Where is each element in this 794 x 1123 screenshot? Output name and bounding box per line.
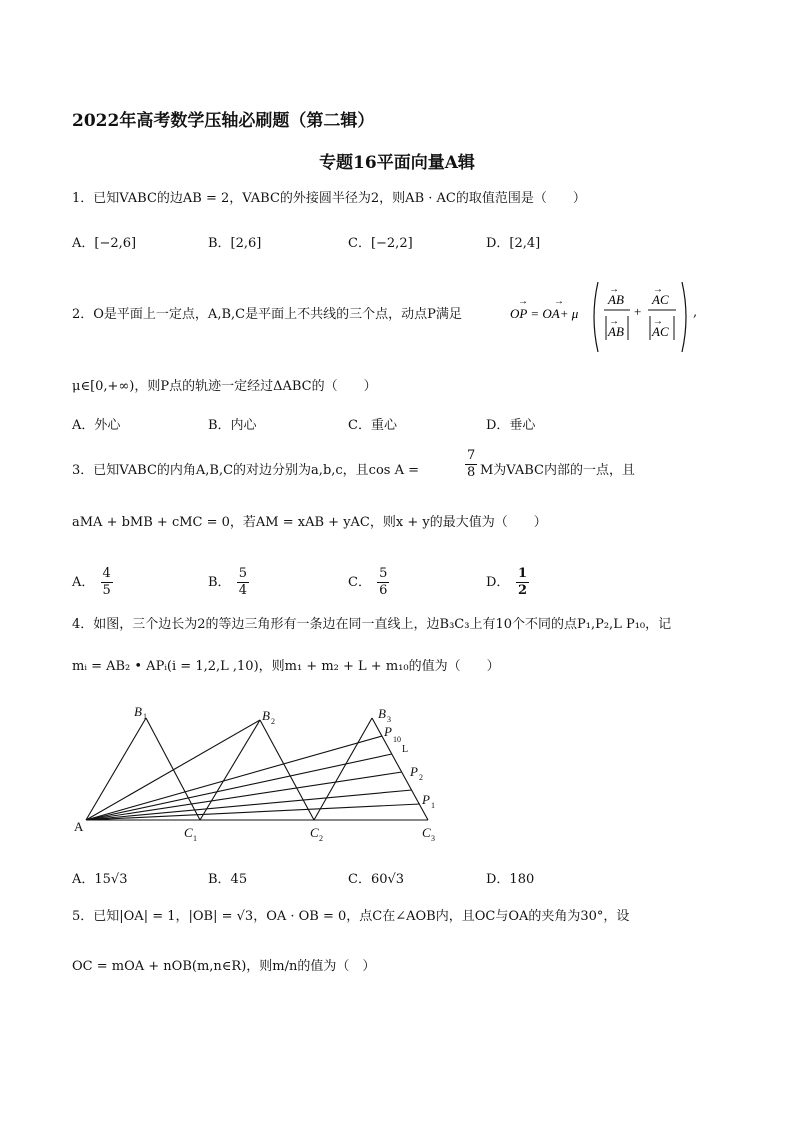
q3-option-d-label: D． [486,575,510,590]
question-1-stem: 1．已知VABC的边AB = 2，VABC的外接圆半径为2，则AB · AC的取值范围是（ ） [72,191,586,206]
label-b2-sub: 2 [271,717,275,726]
q3-option-c [348,566,391,599]
svg-text:AB: AB [608,292,624,307]
q3-option-c-num: 5 [379,566,388,581]
paper-title: 2022年高考数学压轴必刷题（第二辑） [72,111,375,131]
q3-cos-numerator: 7 [467,448,476,463]
label-p1: P [422,792,430,807]
q4-option-a: A．15√3 [72,872,128,887]
label-b1: B [134,704,142,719]
svg-text:→: → [653,316,663,327]
svg-text:→: → [554,296,564,307]
q3-option-b-num: 5 [238,566,247,581]
q3-option-a-label: A． [72,575,95,590]
q4-option-b: B．45 [208,872,248,887]
q4-triangle-figure [70,700,450,850]
question-2-stem-part1: 2．O是平面上一定点，A,B,C是平面上不共线的三个点，动点P满足 [72,307,462,322]
ray-a-p-mid [86,790,412,820]
label-a: A [74,819,84,834]
q2-option-d: D．垂心 [486,418,536,433]
q3-option-a [72,566,115,599]
svg-text:AC: AC [652,324,669,339]
q1-option-b: B．[2,6] [208,236,262,251]
edge-b2-c2 [260,720,314,820]
ray-a-l [86,754,392,820]
label-b3: B [378,706,386,721]
label-c1: C [184,825,193,840]
svg-text:OP = OA+ μ: OP = OA+ μ [510,306,579,321]
q3-option-c-den: 6 [379,583,388,598]
question-5-stem-part1: 5．已知|OA| = 1，|OB| = √3，OA · OB = 0，点C在∠AOB内，且OC与OA的夹角为30°，设 [72,909,630,924]
svg-text:+: + [634,304,642,319]
svg-text:→: → [518,296,528,307]
label-ellipsis: L [402,744,409,755]
q2-comma: , [693,305,698,320]
q1-option-c: C．[−2,2] [348,236,413,251]
q3-option-b-label: B． [208,575,231,590]
label-b1-sub: 1 [143,712,147,721]
svg-text:AB: AB [608,324,624,339]
q2-formula-svg [510,276,690,358]
label-c3: C [422,825,431,840]
label-b3-sub: 3 [387,715,391,724]
q3-cos-denominator: 8 [467,465,476,480]
q2-option-b: B．内心 [208,418,257,433]
question-2-stem-part2: μ∈[0,+∞)，则P点的轨迹一定经过ΔABC的（ ） [72,379,377,394]
q2-option-c: C．重心 [348,418,397,433]
label-p2: P [410,764,418,779]
label-c3-sub: 3 [431,834,435,843]
question-3-stem-part1b: M为VABC内部的一点，且 [480,463,635,478]
label-p10-sub: 10 [393,735,401,744]
label-c2-sub: 2 [319,834,323,843]
ray-a-b2 [86,720,260,820]
label-p10: P [384,724,392,739]
q3-option-b [208,566,251,599]
question-3-stem-part1: 3．已知VABC的内角A,B,C的对边分别为a,b,c，且cos A = [72,463,420,478]
label-p2-sub: 2 [419,773,423,782]
q2-option-a: A．外心 [72,418,121,433]
q3-cos-fraction [463,448,479,481]
q3-option-d-num: 1 [517,566,528,581]
q3-option-c-label: C． [348,575,371,590]
q3-option-b-den: 4 [238,583,247,598]
question-5-stem-part2: OC = mOA + nOB(m,n∈R)，则m/n的值为（ ） [72,959,376,974]
svg-text:→: → [609,316,619,327]
q3-option-d [486,566,531,599]
q4-option-c: C．60√3 [348,872,405,887]
svg-text:→: → [609,284,619,295]
q2-formula-image [510,276,690,358]
edge-b1-c1 [146,718,200,820]
edge-a-b1 [86,718,146,820]
q3-option-a-den: 5 [102,583,111,598]
svg-text:AC: AC [652,292,669,307]
q3-option-d-den: 2 [517,583,528,598]
q2-formula-text [510,276,511,277]
paper-subtitle: 专题16平面向量A辑 [319,153,475,173]
label-p1-sub: 1 [431,801,435,810]
question-4-stem-part2: mᵢ = AB₂ • APᵢ(i = 1,2,L ,10)，则m₁ + m₂ + L + m₁₀的值为（ ） [72,659,500,674]
q3-option-a-num: 4 [102,566,111,581]
label-b2: B [262,708,270,723]
q4-option-d: D．180 [486,872,535,887]
question-4-stem-part1: 4．如图，三个边长为2的等边三角形有一条边在同一直线上，边B₃C₃上有10个不同的点P₁,P₂,L P₁₀，记 [72,617,672,632]
svg-text:→: → [653,284,663,295]
q1-option-a: A．[−2,6] [72,236,137,251]
label-c1-sub: 1 [193,834,197,843]
label-c2: C [310,825,319,840]
question-3-stem-part2: aMA + bMB + cMC = 0，若AM = xAB + yAC，则x + y的最大值为（ ） [72,515,547,530]
q1-option-d: D．[2,4] [486,236,541,251]
